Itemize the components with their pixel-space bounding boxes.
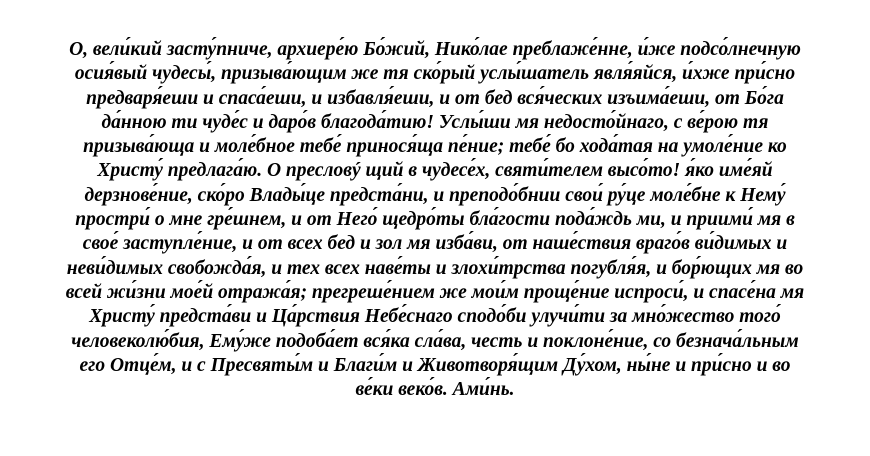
prayer-line-7: дерзнове́ние, ско́ро Влады́це предста́ни, и преподо́бнии свои́ ру́це моле́бне к Нему́ — [84, 184, 786, 206]
prayer-text — [30, 38, 840, 402]
prayer-line-3: предваря́еши и спаса́еши, и избавля́еши, и от бед вся́ческих изъима́еши, от Бо́га — [86, 87, 784, 109]
prayer-line-13: человеколю́бия, Ему́же подоба́ет вся́ка сла́ва, честь и поклоне́ние, со безнача́льным — [71, 330, 799, 352]
prayer-line-4: да́нною ти чуде́с и даро́в благода́тию! Услы́ши мя недосто́йнаго, с ве́рою тя — [101, 111, 769, 133]
prayer-line-6: Христу́ предлага́ю. О пресловý щий в чудесе́х, святи́телем высо́то! я́ко име́яй — [97, 160, 773, 182]
prayer-line-1: О, вели́кий засту́пниче, архиере́ю Бо́жий, Нико́лае преблаже́нне, и́же подсо́лнечную — [69, 39, 801, 60]
prayer-line-12: Христу́ предста́ви и Ца́рствия Небе́снаго сподо́би улучи́ти за мно́жество того́ — [89, 306, 781, 328]
prayer-line-10: неви́димых свобожда́я, и тех всех наве́ты и злохи́трства погубля́я, и бор́ющих мя во — [66, 257, 804, 279]
prayer-line-14: его Отце́м, и с Пресвяты́м и Благи́м и Животворя́щим Ду́хом, ны́не и при́сно и во — [79, 354, 791, 376]
prayer-line-2: осия́вый чудесы́, призыва́ющим же тя ско́рый услы́шатель явля́яйся, и́хже при́сно — [74, 63, 796, 85]
prayer-line-5: призыва́юща и моле́бное тебе́ принося́ща пе́ние; тебе́ бо хода́тая на умоле́ние ко — [83, 136, 787, 158]
prayer-line-11: всей жи́зни мое́й отража́я; прегреше́нием же мои́м проще́ние испроси́, и спасе́на мя — [65, 281, 805, 303]
prayer-line-15: ве́ки веко́в. Ами́нь. — [355, 379, 515, 401]
prayer-line-9: свое́ заступле́ние, и от всех бед и зол мя изба́ви, от наше́ствия враго́в ви́димых и — [82, 233, 788, 255]
prayer-line-8: простри́ о мне гре́шнем, и от Него́ щедро́ты бла́гости пода́ждь ми, и приими́ мя в — [75, 209, 795, 231]
